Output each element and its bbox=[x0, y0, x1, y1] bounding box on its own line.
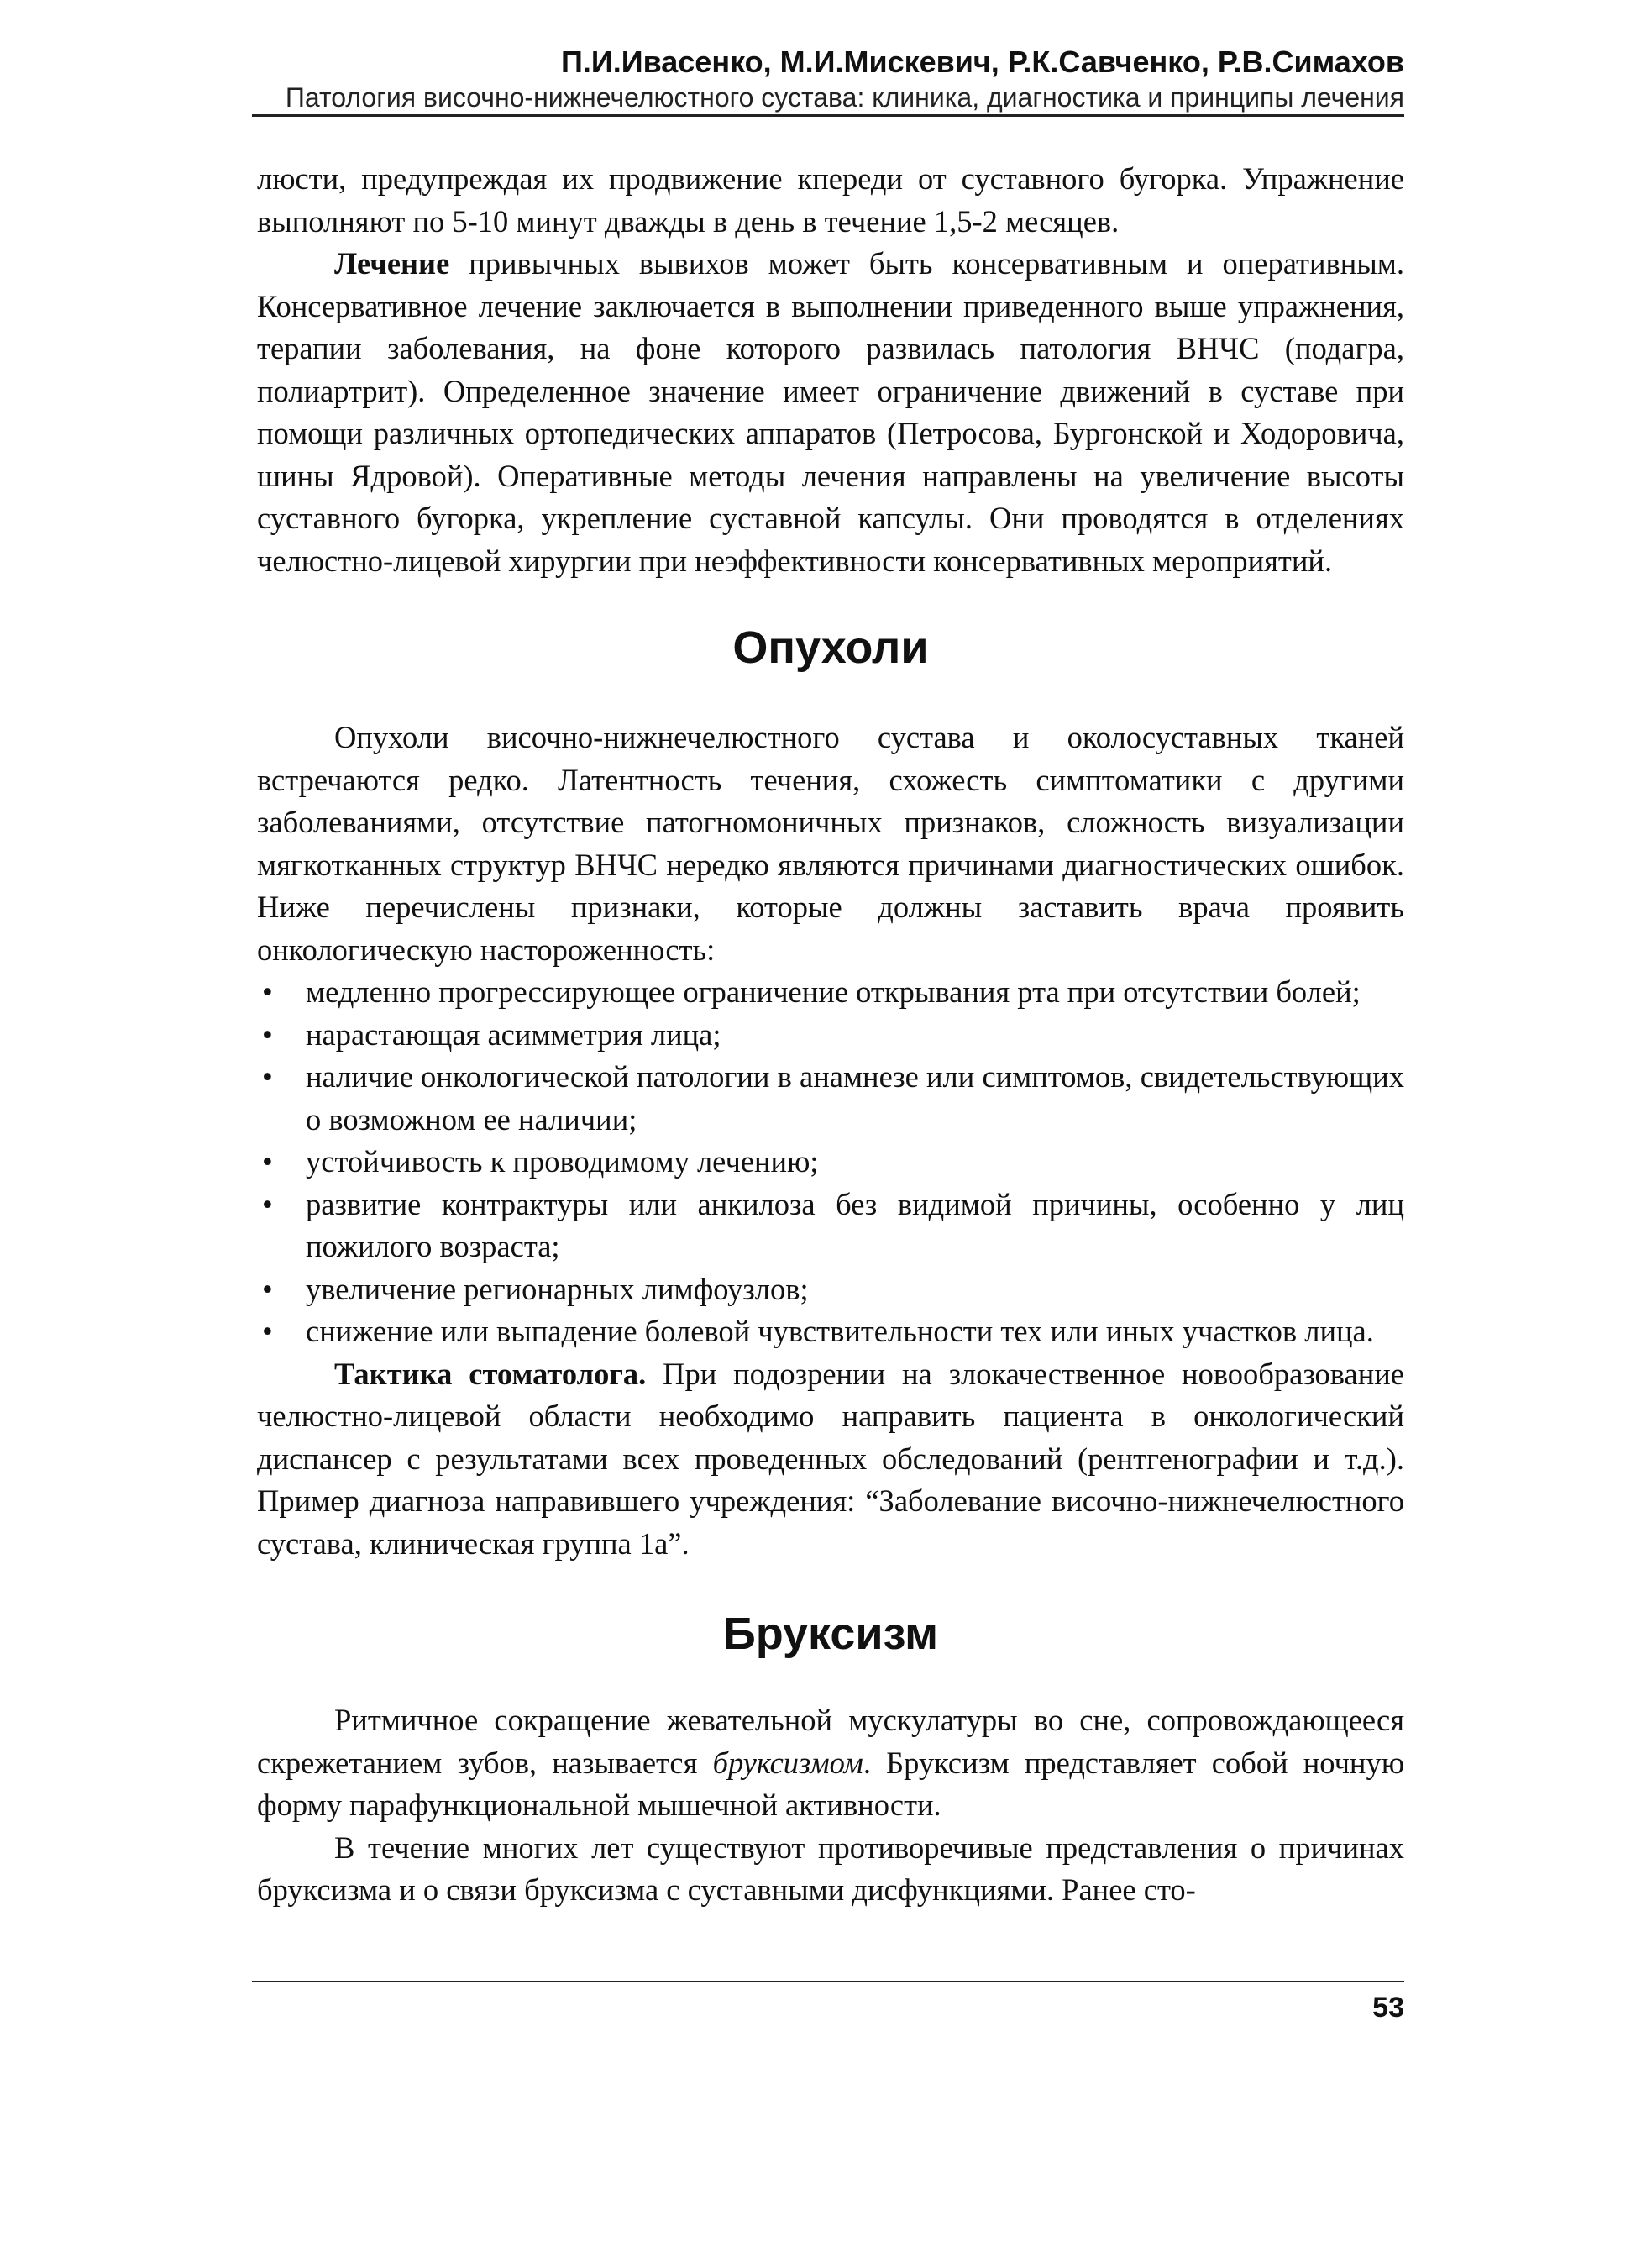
list-item: • устойчивость к проводимому лечению; bbox=[257, 1141, 1404, 1184]
bullet-icon: • bbox=[262, 1016, 273, 1052]
paragraph-treatment bbox=[257, 243, 1404, 582]
header-authors: П.И.Ивасенко, М.И.Мискевич, Р.К.Савченко, Р.В.Симахов bbox=[560, 45, 1404, 79]
term-dentist-tactics: Тактика стоматолога. bbox=[334, 1356, 647, 1391]
bullet-icon: • bbox=[262, 1271, 273, 1306]
footer-divider bbox=[252, 1981, 1404, 1982]
paragraph-bruxism-history: В течение многих лет существуют противоречивые представления о причинах бруксизма и о связи бруксизма с суставными дисфункциями. Ранее сто- bbox=[257, 1830, 1404, 1907]
paragraph-tumors-intro: Опухоли височно-нижнечелюстного сустава и околосуставных тканей встречаются редко. Латентность течения, схожесть симптоматики с другими заболеваниями, отсутствие патогномоничных признаков, сложность визуализации мягкотканных структур ВНЧС нередко являются причинами диагностических ошибок. Ниже перечислены признаки, которые должны заставить врача проявить онкологическую настороженность: bbox=[257, 720, 1404, 967]
paragraph-bruxism-definition: Ритмичное сокращение жевательной мускулатуры во сне, сопровождающееся скрежетанием зубов, называется бруксизмом. Бруксизм представляет собой ночную форму парафункциональной мышечной активности. bbox=[257, 1703, 1404, 1822]
list-item: • развитие контрактуры или анкилоза без видимой причины, особенно у лиц пожилого возраста; bbox=[257, 1184, 1404, 1268]
section-heading-bruxism: Бруксизм bbox=[722, 1609, 939, 1659]
paragraph-dentist-tactics bbox=[257, 1353, 1404, 1566]
list-item: • снижение или выпадение болевой чувствительности тех или иных участков лица. bbox=[257, 1310, 1404, 1353]
list-item: • наличие онкологической патологии в анамнезе или симптомов, свидетельствующих о возможном ее наличии; bbox=[257, 1056, 1404, 1141]
list-item: • увеличение регионарных лимфоузлов; bbox=[257, 1268, 1404, 1311]
bullet-icon: • bbox=[262, 1314, 273, 1348]
term-bruxism: бруксизмом bbox=[712, 1745, 863, 1780]
warning-signs-list bbox=[257, 971, 1404, 1353]
term-treatment: Лечение bbox=[334, 246, 450, 281]
bullet-icon: • bbox=[262, 974, 273, 1009]
list-item: • медленно прогрессирующее ограничение открывания рта при отсутствии болей; bbox=[257, 971, 1404, 1014]
section-heading-tumors: Опухоли bbox=[732, 622, 929, 673]
header-divider bbox=[252, 114, 1404, 117]
paragraph-dentist-tactics-text: При подозрении на злокачественное новообразование челюстно-лицевой области необходимо направить пациента в онкологический диспансер с результатами всех проведенных обследований (рентгенографии и т.д.). Пример диагноза направившего учреждения: “Заболевание височно-нижнечелюстного сустава, клиническая группа 1а”. bbox=[257, 1356, 1405, 1561]
bullet-icon: • bbox=[262, 1144, 273, 1179]
bullet-icon: • bbox=[262, 1059, 273, 1094]
page-body bbox=[257, 158, 1404, 1912]
bullet-icon: • bbox=[262, 1186, 273, 1221]
running-header bbox=[252, 44, 1404, 114]
page-number: 53 bbox=[1372, 1992, 1404, 2024]
paragraph-treatment-text: привычных вывихов может быть консервативным и оперативным. Консервативное лечение заключается в выполнении приведенного выше упражнения, терапии заболевания, на фоне которого развилась патология ВНЧС (подагра, полиартрит). Определенное значение имеет ограничение движений в суставе при помощи различных ортопедических аппаратов (Петросова, Бургонской и Ходоровича, шины Ядровой). Оперативные методы лечения направлены на увеличение высоты суставного бугорка, укрепление суставной капсулы. Они проводятся в отделениях челюстно-лицевой хирургии при неэффективности консервативных мероприятий. bbox=[257, 246, 1404, 578]
header-book-title: Патология височно-нижнечелюстного сустава: клиника, диагностика и принципы лечения bbox=[285, 82, 1404, 113]
list-item: • нарастающая асимметрия лица; bbox=[257, 1014, 1404, 1057]
paragraph-continuation: люсти, предупреждая их продвижение кпереди от суставного бугорка. Упражнение выполняют по 5-10 минут дважды в день в течение 1,5-2 месяцев. bbox=[257, 161, 1404, 239]
